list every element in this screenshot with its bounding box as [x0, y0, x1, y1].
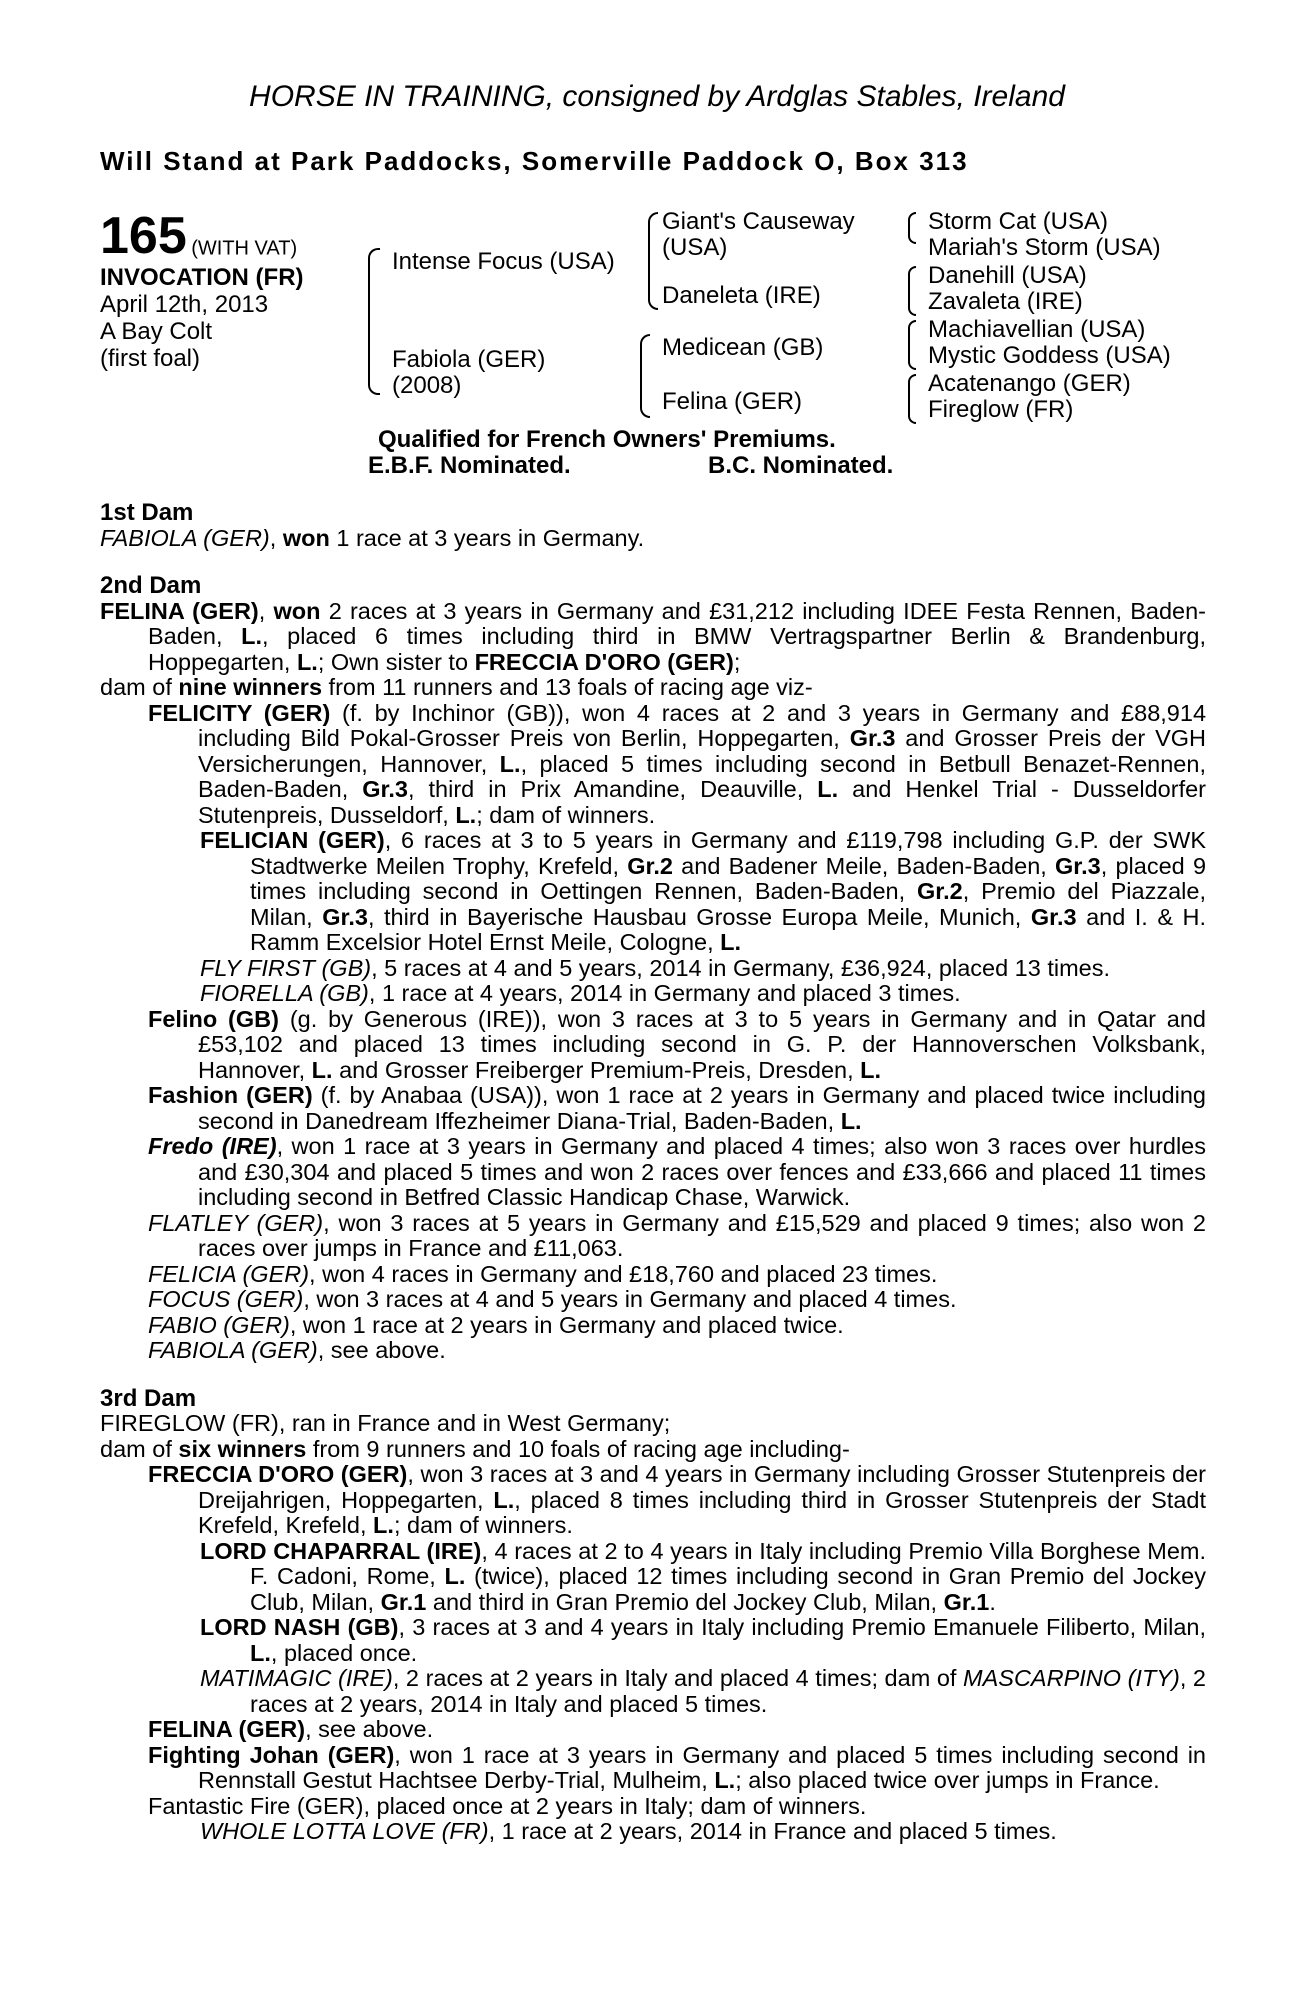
- vat-label: (WITH VAT): [191, 237, 298, 260]
- pedigree-brace: [908, 374, 916, 424]
- produce-entry: FLATLEY (GER), won 3 races at 5 years in Germany and £15,529 and placed 9 times; also won 2 races over jumps in France and £11,063.: [148, 1209, 1206, 1261]
- produce-entry: FOCUS (GER), won 3 races at 4 and 5 years in Germany and placed 4 times.: [148, 1286, 957, 1312]
- produce-entry: FELINA (GER), see above.: [148, 1716, 434, 1742]
- gg-5: Machiavellian (USA): [928, 316, 1146, 343]
- gg-2: Mariah's Storm (USA): [928, 234, 1161, 261]
- stabling-location: Will Stand at Park Paddocks, Somerville Paddock O, Box 313: [100, 146, 969, 176]
- gg-3: Danehill (USA): [928, 262, 1087, 289]
- produce-entry: Felino (GB) (g. by Generous (IRE)), won 3 races at 3 to 5 years in Germany and in Qatar and £53,102 and placed 13 times including second in G. P. der Hannoverschen Volksbank, Hannover, L. and Grosser Freiberger Premium-Preis, Dresden, L.: [148, 1005, 1206, 1083]
- produce-entry: FIORELLA (GB), 1 race at 4 years, 2014 in Germany and placed 3 times.: [200, 980, 961, 1006]
- produce-entry: LORD CHAPARRAL (IRE), 4 races at 2 to 4 years in Italy including Premio Villa Borghese Mem. F. Cadoni, Rome, L. (twice), placed 12 times including second in Gran Premio del Jockey Club, Milan, Gr.1 and third in Gran Premio del Jockey Club, Milan, Gr.1.: [200, 1537, 1206, 1615]
- first-dam-entry: FABIOLA (GER), won 1 race at 3 years in Germany.: [100, 524, 645, 551]
- produce-entry: Fredo (IRE), won 1 race at 3 years in Germany and placed 4 times; also won 3 races over hurdles and £30,304 and placed 5 times and won 2 races over fences and £33,666 and placed 11 times including second in Betfred Classic Handicap Chase, Warwick.: [148, 1133, 1206, 1210]
- french-premiums: Qualified for French Owners' Premiums.: [378, 426, 836, 453]
- dam-of-line: dam of six winners from 9 runners and 10 foals of racing age including-: [100, 1435, 850, 1462]
- produce-entry: FELICIAN (GER), 6 races at 3 to 5 years in Germany and £119,798 including G.P. der SWK Stadtwerke Meilen Trophy, Krefeld, Gr.2 and Badener Meile, Baden-Baden, Gr.3, placed 9 times including second in Oettingen Rennen, Baden-Baden, Gr.2, Premio del Piazzale, Milan, Gr.3, third in Bayerische Hausbau Grosse Europa Meile, Munich, Gr.3 and I. & H. Ramm Excelsior Hotel Ernst Meile, Cologne, L.: [200, 827, 1207, 955]
- produce-entry: MATIMAGIC (IRE), 2 races at 2 years in Italy and placed 4 times; dam of MASCARPINO (ITY), 2 races at 2 years, 2014 in Italy and placed 5 times.: [200, 1665, 1206, 1717]
- produce-entry: Fashion (GER) (f. by Anabaa (USA)), won 1 race at 2 years in Germany and placed twice including second in Danedream Iffezheimer Diana-Trial, Baden-Baden, L.: [148, 1082, 1206, 1134]
- pedigree-brace: [908, 266, 916, 316]
- third-dam-heading: 3rd Dam: [100, 1384, 197, 1412]
- produce-entry: FRECCIA D'ORO (GER), won 3 races at 3 and 4 years in Germany including Grosser Stutenpreis der Dreijahrigen, Hoppegarten, L., placed 8 times including third in Grosser Stutenpreis der Stadt Krefeld, Krefeld, L.; dam of winners.: [148, 1461, 1207, 1538]
- produce-record: [100, 500, 1206, 1845]
- lot-header: [100, 207, 298, 265]
- second-dam-entry: FELINA (GER), won 2 races at 3 years in Germany and £31,212 including IDEE Festa Rennen, Baden-Baden, L., placed 6 times including third in BMW Vertragspartner Berlin & Brandenburg, Hoppegarten, L.; Own sister to FRECCIA D'ORO (GER);: [100, 597, 1207, 675]
- third-dam-entry: FIREGLOW (FR), ran in France and in West Germany;: [100, 1410, 671, 1436]
- gg-6: Mystic Goddess (USA): [928, 342, 1171, 369]
- sires-dam: Daneleta (IRE): [662, 282, 821, 309]
- gg-7: Acatenango (GER): [928, 370, 1131, 397]
- gg-4: Zavaleta (IRE): [928, 288, 1083, 315]
- produce-entry: FABIOLA (GER), see above.: [148, 1337, 446, 1363]
- sire: Intense Focus (USA): [392, 248, 615, 275]
- dam: Fabiola (GER): [392, 346, 546, 373]
- bc-nominated: B.C. Nominated.: [708, 452, 894, 479]
- dam-year: (2008): [392, 372, 462, 399]
- foaling-date: April 12th, 2013: [100, 291, 269, 318]
- second-dam-heading: 2nd Dam: [100, 572, 202, 599]
- lot-info: [100, 264, 304, 372]
- pedigree-brace: [368, 248, 380, 395]
- produce-entry: FABIO (GER), won 1 race at 2 years in Germany and placed twice.: [148, 1311, 844, 1338]
- lot-number: 165: [100, 207, 187, 265]
- gg-1: Storm Cat (USA): [928, 208, 1109, 235]
- dam-of-line: dam of nine winners from 11 runners and 13 foals of racing age viz-: [100, 674, 813, 700]
- first-dam-heading: 1st Dam: [100, 499, 194, 526]
- produce-entry: Fighting Johan (GER), won 1 race at 3 years in Germany and placed 5 times including second in Rennstall Gestut Hachtsee Derby-Trial, Mulheim, L.; also placed twice over jumps in France.: [148, 1741, 1206, 1793]
- dams-dam: Felina (GER): [662, 388, 803, 415]
- foal-note: (first foal): [100, 345, 201, 372]
- ebf-nominated: E.B.F. Nominated.: [368, 452, 571, 479]
- horse-name: FELINA (GER): [100, 597, 259, 624]
- produce-entry: Fantastic Fire (GER), placed once at 2 years in Italy; dam of winners.: [148, 1792, 867, 1819]
- horse-name: INVOCATION (FR): [100, 264, 304, 291]
- dam-name: FABIOLA (GER): [100, 524, 270, 551]
- pedigree-brace: [648, 212, 658, 310]
- produce-entry: LORD NASH (GB), 3 races at 3 and 4 years in Italy including Premio Emanuele Filiberto, Milan, L., placed once.: [200, 1614, 1206, 1666]
- sires-sire: Giant's Causeway: [662, 208, 855, 235]
- produce-entry: WHOLE LOTTA LOVE (FR), 1 race at 2 years, 2014 in France and placed 5 times.: [200, 1818, 1057, 1844]
- produce-entry: FLY FIRST (GB), 5 races at 4 and 5 years, 2014 in Germany, £36,924, placed 13 times.: [200, 954, 1111, 981]
- produce-entry: FELICITY (GER) (f. by Inchinor (GB)), won 4 races at 2 and 3 years in Germany and £88,914 including Bild Pokal-Grosser Preis von Berlin, Hoppegarten, Gr.3 and Grosser Preis der VGH Versicherungen, Hannover, L., placed 5 times including second in Betbull Benazet-Rennen, Baden-Baden, Gr.3, third in Prix Amandine, Deauville, L. and Henkel Trial - Dusseldorfer Stutenpreis, Dusseldorf, L.; dam of winners.: [148, 699, 1207, 828]
- pedigree-brace: [908, 320, 916, 370]
- gg-8: Fireglow (FR): [928, 396, 1074, 423]
- pedigree-brace: [908, 212, 916, 244]
- produce-entry: FELICIA (GER), won 4 races in Germany and £18,760 and placed 23 times.: [148, 1260, 938, 1287]
- dams-sire: Medicean (GB): [662, 334, 824, 361]
- sires-sire-country: (USA): [662, 234, 728, 261]
- consignment-title: HORSE IN TRAINING, consigned by Ardglas Stables, Ireland: [249, 80, 1065, 113]
- horse-description: A Bay Colt: [100, 318, 213, 345]
- pedigree-brace: [640, 334, 650, 418]
